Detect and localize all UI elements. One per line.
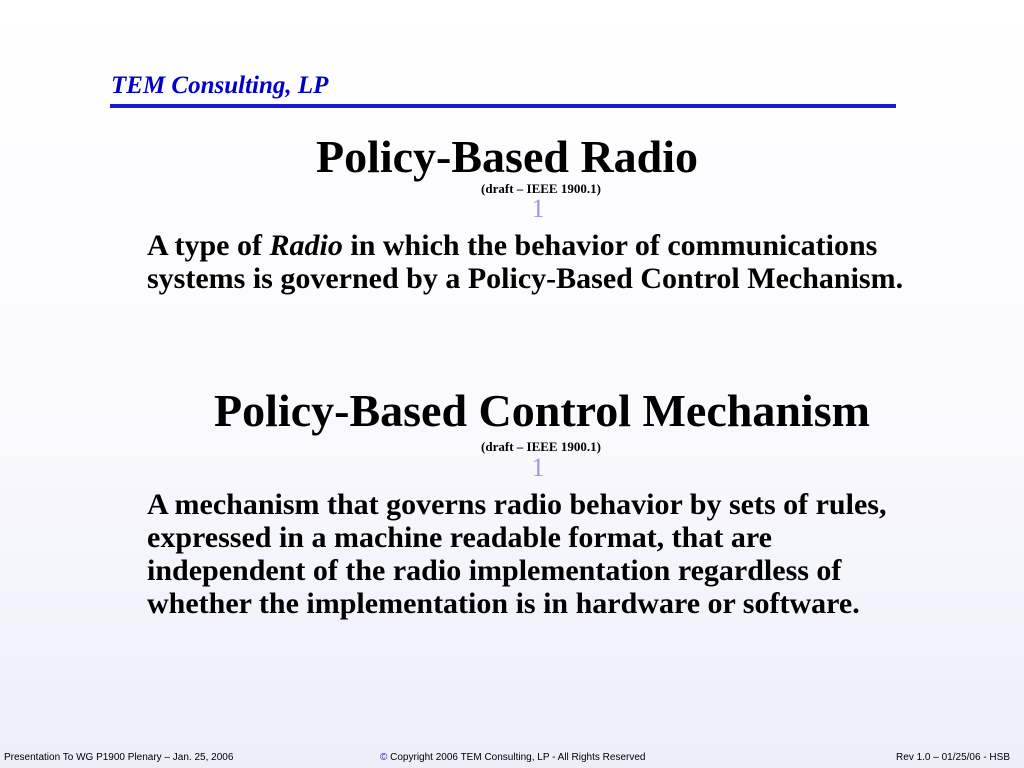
copyright-symbol: © xyxy=(380,752,388,763)
section2-subtitle: (draft – IEEE 1900.1) xyxy=(481,439,601,454)
header-divider xyxy=(110,104,896,108)
section2-footnote-ref: 1 xyxy=(531,453,545,482)
definition-text-end: in which the behavior of communications systems is governed by a Policy-Based Control Mechanism. xyxy=(147,229,904,295)
footer-revision: Rev 1.0 – 01/25/06 - HSB xyxy=(896,752,1010,763)
definition-emphasis: Radio xyxy=(269,229,343,262)
copyright-text: Copyright 2006 TEM Consulting, LP - All Rights Reserved xyxy=(387,752,646,763)
section1-title: Policy-Based Radio xyxy=(315,131,699,182)
section2-title: Policy-Based Control Mechanism xyxy=(214,385,870,436)
definition-text-start: A type of xyxy=(147,229,270,262)
section1-subtitle: (draft – IEEE 1900.1) xyxy=(481,181,601,196)
company-name: TEM Consulting, LP xyxy=(111,72,329,99)
section2-definition: A mechanism that governs radio behavior by sets of rules, expressed in a machine readable format, that are independent of the radio implementation regardless of whether the implementation is in hardware or software. xyxy=(147,488,887,620)
section1-footnote-ref: 1 xyxy=(531,194,545,223)
footer-presentation: Presentation To WG P1900 Plenary – Jan. 25, 2006 xyxy=(4,752,234,763)
section1-definition xyxy=(147,229,907,295)
footer-copyright xyxy=(380,752,645,763)
